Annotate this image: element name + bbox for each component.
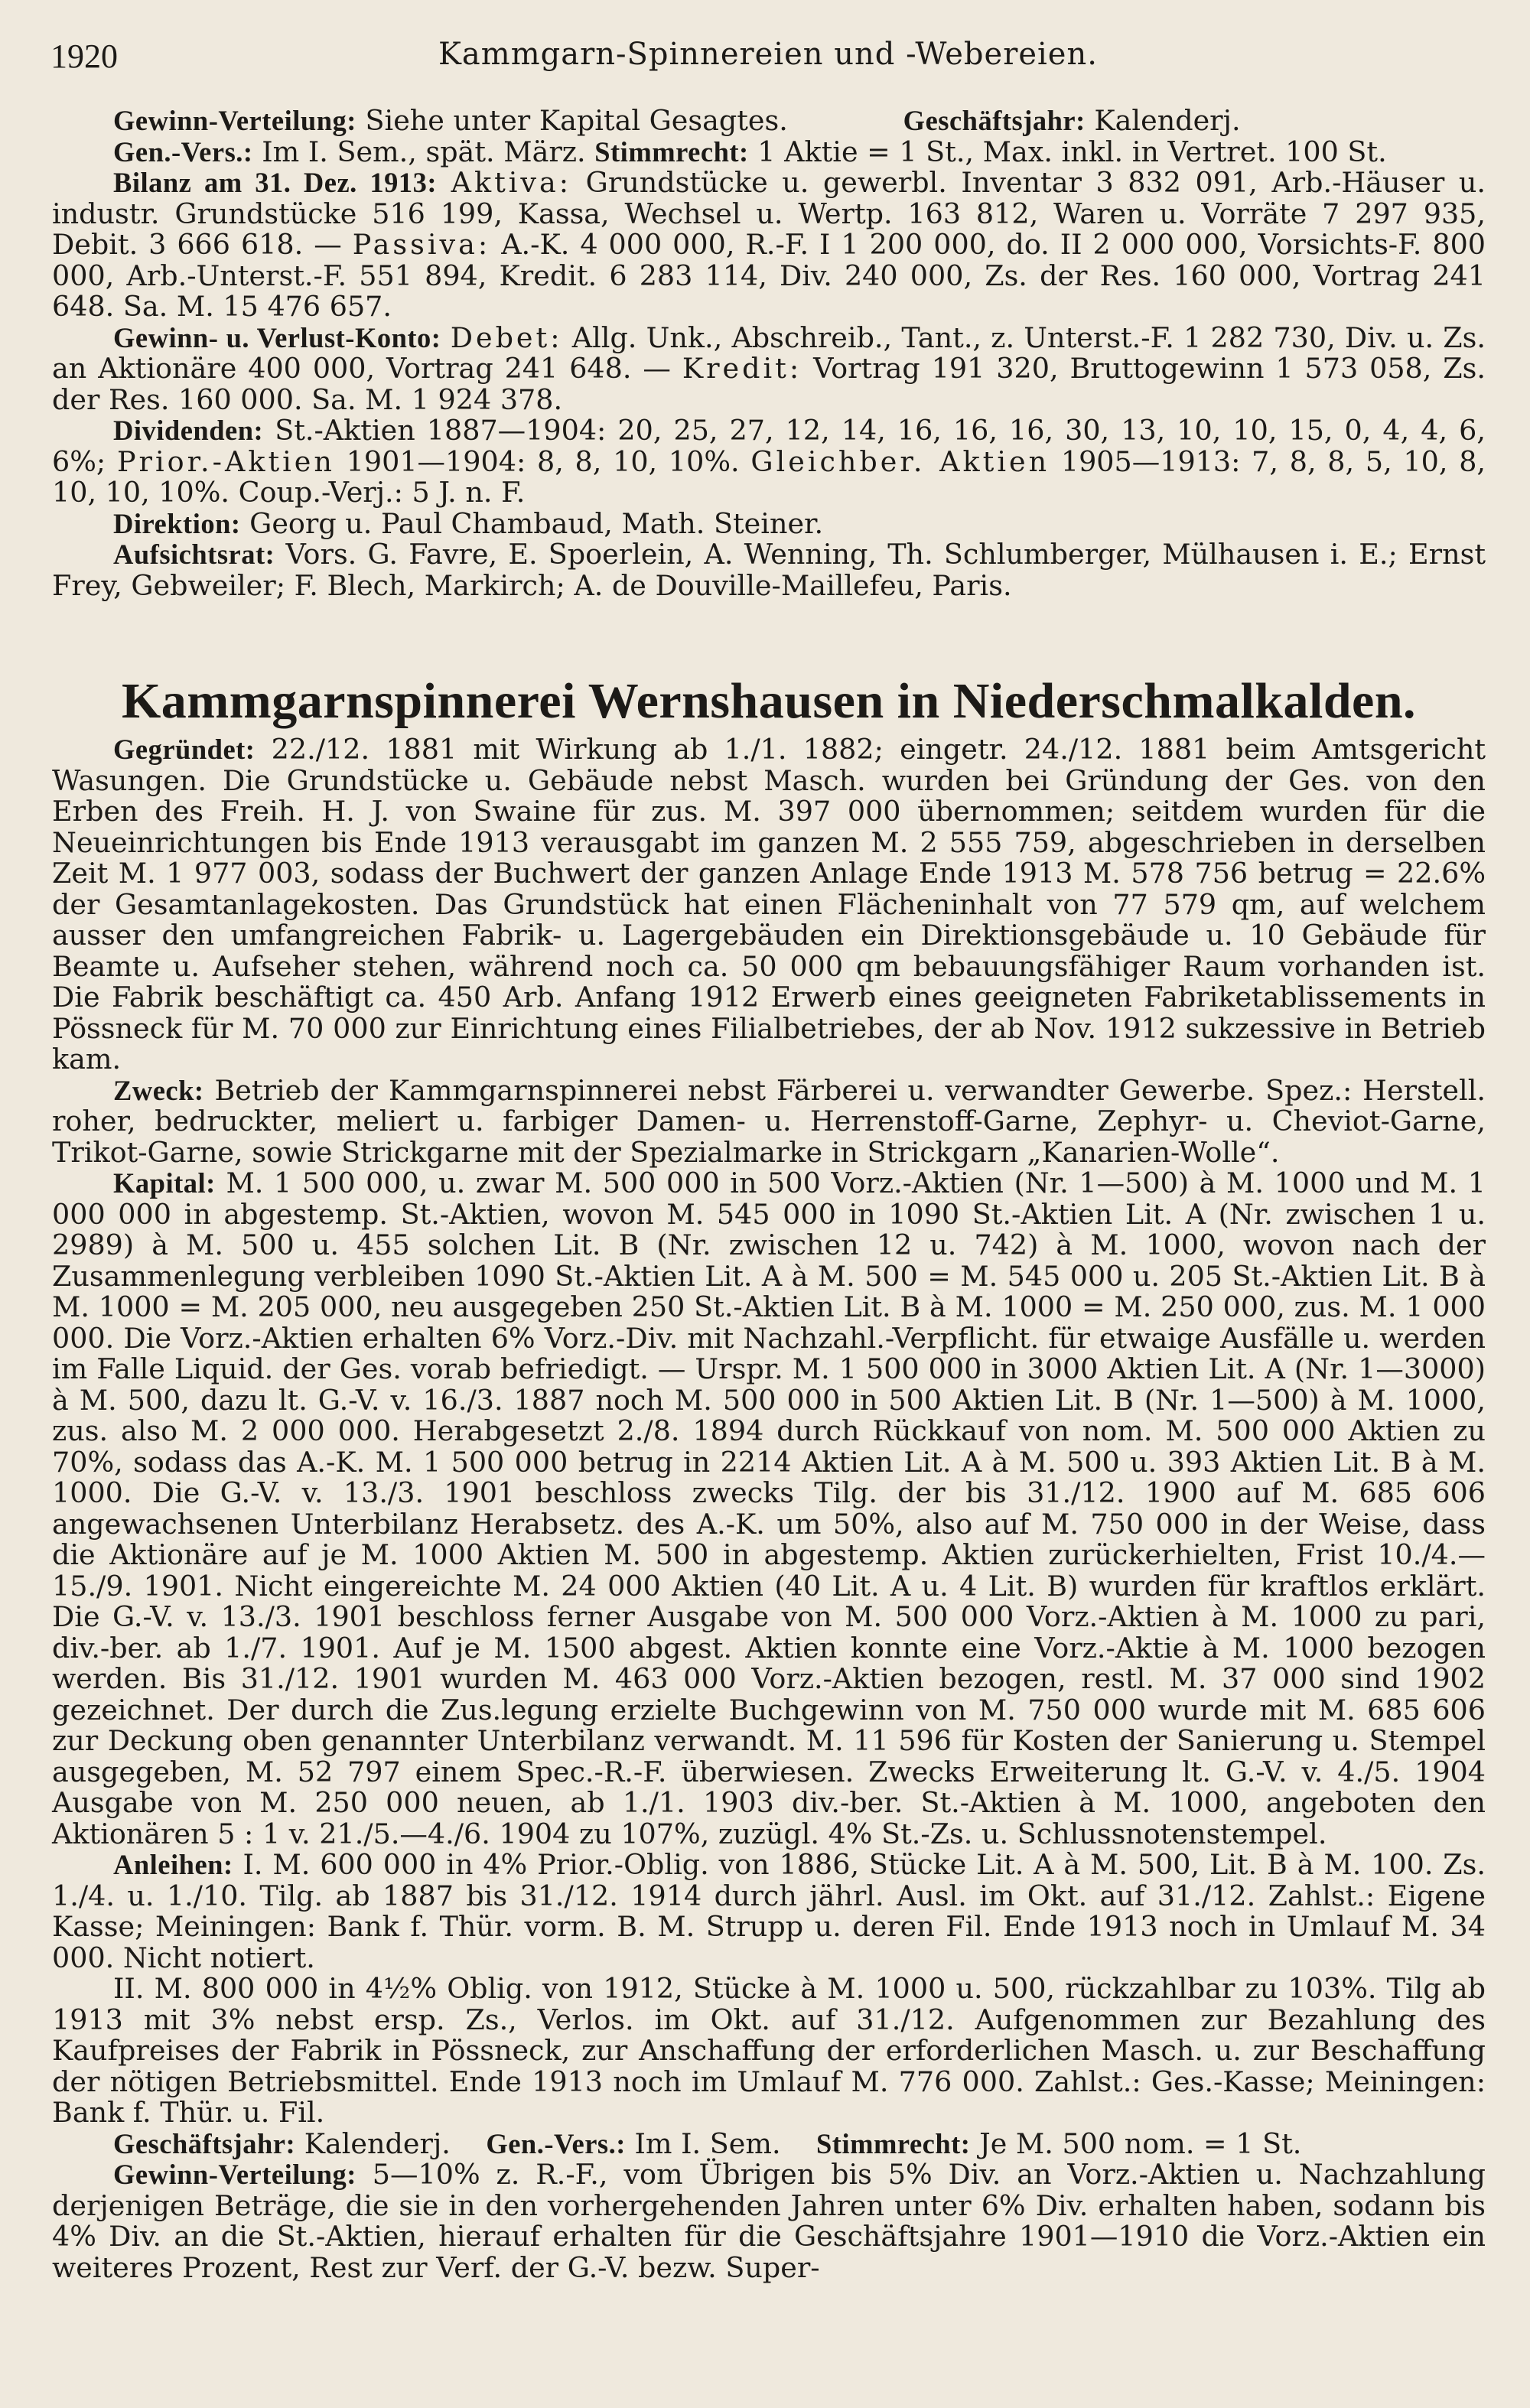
prev-dividenden [52,415,1486,509]
value: M. 1 500 000, u. zwar M. 500 000 in 500 Vorz.-Aktien (Nr. 1—500) à M. 1000 und M. 1 000 000 in abgestemp. St.-Aktien, wovon M. 545 000 in 1090 St.-Aktien Lit. A (Nr. zwischen 1 u. 2989) à M. 500 u. 455 solchen Lit. B (Nr. zwischen 12 u. 742) à M. 1000, wovon nach der Zusammenlegung verbleiben 1090 St.-Aktien Lit. A à M. 500 = M. 545 000 u. 205 St.-Aktien Lit. B à M. 1000 = M. 205 000, neu ausgegeben 250 St.-Aktien Lit. B à M. 1000 = M. 250 000, zus. M. 1 000 000. Die Vorz.-Aktien erhalten 6% Vorz.-Div. mit Nachzahl.-Verpflicht. für etwaige Ausfälle u. werden im Falle Liquid. der Ges. vorab befriedigt. — Urspr. M. 1 500 000 in 3000 Aktien Lit. A (Nr. 1—3000) à M. 500, dazu lt. G.-V. v. 16./3. 1887 noch M. 500 000 in 500 Aktien Lit. B (Nr. 1—500) à M. 1000, zus. also M. 2 000 000. Herabgesetzt 2./8. 1894 durch Rückkauf von nom. M. 500 000 Aktien zu 70%, sodass das A.-K. M. 1 500 000 betrug in 2214 Aktien Lit. A à M. 500 u. 393 Aktien Lit. B à M. 1000. Die G.-V. v. 13./3. 1901 beschloss zwecks Tilg. der bis 31./12. 1900 auf M. 685 606 angewachsenen Unterbilanz Herabsetz. des A.-K. um 50%, also auf M. 750 000 in der Weise, dass die Aktionäre auf je M. 1000 Aktien M. 500 in abgestemp. Aktien zurückerhielten, Frist 10./4.—15./9. 1901. Nicht eingereichte M. 24 000 Aktien (40 Lit. A u. 4 Lit. B) wurden für kraftlos erklärt. Die G.-V. v. 13./3. 1901 beschloss ferner Ausgabe von M. 500 000 Vorz.-Aktien à M. 1000 zu pari, div.-ber. ab 1./7. 1901. Auf je M. 1500 abgest. Aktien konnte eine Vorz.-Aktie à M. 1000 bezogen werden. Bis 31./12. 1901 wurden M. 463 000 Vorz.-Aktien bezogen, restl. M. 37 000 sind 1902 gezeichnet. Der durch die Zus.legung erzielte Buchgewinn von M. 750 000 wurde mit M. 685 606 zur Deckung oben genannter Unterbilanz verwandt. M. 11 596 für Kosten der Sanierung u. Stempel ausgegeben, M. 52 797 einem Spec.-R.-F. überwiesen. Zwecks Erweiterung lt. G.-V. v. 4./5. 1904 Ausgabe von M. 250 000 neuen, ab 1./1. 1903 div.-ber. St.-Aktien à M. 1000, angeboten den Aktionären 5 : 1 v. 21./5.—4./6. 1904 zu 107%, zuzügl. 4% St.-Zs. u. Schlussnotenstempel. [52,1167,1486,1850]
label: Gewinn-Verteilung: [113,105,356,136]
value: II. M. 800 000 in 4½% Oblig. von 1912, Stücke à M. 1000 u. 500, rückzahlbar zu 103%. Tilg ab 1913 mit 3% nebst ersp. Zs., Verlos. im Okt. auf 31./12. Aufgenommen zur Bezahlung des Kaufpreises der Fabrik in Pössneck, zur Anschaffung der erforderlichen Masch. u. zur Beschaffung der nötigen Betriebsmittel. Ende 1913 noch im Umlauf M. 776 000. Zahlst.: Ges.-Kasse; Meiningen: Bank f. Thür. u. Fil. [52,1972,1486,2129]
label: Gleichber. Aktien [750,444,1050,478]
label: Gewinn-Verteilung: [113,2159,356,2190]
label: Kapital: [113,1167,216,1199]
label: Gen.-Vers.: [113,135,253,168]
prev-aufsichtsrat [52,539,1486,601]
value: Im I. Sem., spät. März. [262,135,586,168]
value: Je M. 500 nom. = 1 St. [979,2127,1302,2160]
zweck-paragraph [52,1075,1486,1169]
label: Geschäftsjahr: [903,105,1086,136]
value: Betrieb der Kammgarnspinnerei nebst Färberei u. verwandter Gewerbe. Spez.: Herstell. roher, bedruckter, meliert u. farbiger Damen- u. Herrenstoff-Garne, Zephyr- u. Cheviot-Garne, Trikot-Garne, sowie Strickgarne mit der Spezialmarke in Strickgarn „Kanarien-Wolle“. [52,1073,1486,1169]
previous-company-section [52,106,1486,601]
label: Dividenden: [113,415,264,446]
label: Anleihen: [113,1849,233,1880]
value: A.-K. 4 000 000, R.-F. I 1 200 000, do. II 2 000 000, Vorsichts-F. 800 000, Arb.-Unterst.-F. 551 894, Kredit. 6 283 114, Div. 240 000, Zs. der Res. 160 000, Vortrag 241 648. Sa. M. 15 476 657. [52,228,1486,323]
value: Kalenderj. [1094,104,1241,137]
label: Gegründet: [113,734,256,765]
value: Kalenderj. [304,2127,451,2160]
value: I. M. 600 000 in 4% Prior.-Oblig. von 1886, Stücke Lit. A à M. 500, Lit. B à M. 100. Zs. 1./4. u. 1./10. Tilg. ab 1887 bis 31./12. 1914 durch jährl. Ausl. im Okt. auf 31./12. Zahlst.: Eigene Kasse; Meiningen: Bank f. Thür. vorm. B. M. Strupp u. deren Fil. Ende 1913 noch in Umlauf M. 34 000. Nicht notiert. [52,1848,1486,1974]
prev-direktion [52,506,1486,540]
prev-bilanz [52,168,1486,323]
gegruendet-paragraph [52,734,1486,1075]
label: Passiva: [352,228,491,261]
label: Stimmrecht: [594,135,749,168]
value: Georg u. Paul Chambaud, Math. Steiner. [249,506,824,540]
prev-gewinn-verlust-konto [52,323,1486,416]
prev-gewinn-verteilung-line [52,106,1486,137]
value: Siehe unter Kapital Gesagtes. [365,104,788,137]
label: Kredit: [682,352,802,385]
label: Aktiva: [451,166,572,199]
label: Bilanz am 31. Dez. 1913: [113,167,438,198]
gewinn-verteilung-paragraph [52,2159,1486,2283]
page-header [50,37,1486,83]
label: Zweck: [113,1074,204,1106]
kapital-paragraph [52,1168,1486,1850]
value: St.-Aktien 1887—1904: 20, 25, 27, 12, 14, 16, 16, 16, 30, 13, 10, 10, 15, 0, 4, 4, 6, 6%; [52,414,1486,478]
running-head: Kammgarn-Spinnereien und -Webereien. [438,37,1098,72]
value: Vors. G. Favre, E. Spoerlein, A. Wenning, Th. Schlumberger, Mülhausen i. E.; Ernst Frey, Gebweiler; F. Blech, Markirch; A. de Douville-Maillefeu, Paris. [52,538,1486,602]
value: 22./12. 1881 mit Wirkung ab 1./1. 1882; eingetr. 24./12. 1881 beim Amtsgericht Wasungen. Die Grundstücke u. Gebäude nebst Masch. wurden bei Gründung der Ges. von den Erben des Freih. H. J. von Swaine für zus. M. 397 000 übernommen; seitdem wurden für die Neueinrichtungen bis Ende 1913 verausgabt im ganzen M. 2 555 759, abgeschrieben in derselben Zeit M. 1 977 003, sodass der Buchwert der ganzen Anlage Ende 1913 M. 578 756 betrug = 22.6% der Gesamtanlagekosten. Das Grundstück hat einen Flächeninhalt von 77 579 qm, auf welchem ausser den umfangreichen Fabrik- u. Lagergebäuden ein Direktionsgebäude u. 10 Gebäude für Beamte u. Aufseher stehen, während noch ca. 50 000 qm bebauungsfähiger Raum vorhanden ist. Die Fabrik beschäftigt ca. 450 Arb. Anfang 1912 Erwerb eines geeigneten Fabriketablissements in Pössneck für M. 70 000 zur Einrichtung eines Filialbetriebes, der ab Nov. 1912 sukzessive in Betrieb kam. [52,733,1486,1075]
label: Prior.-Aktien [116,444,335,478]
company-title: Kammgarnspinnerei Wernshausen in Niederschmalkalden. [121,673,1417,729]
label: Gewinn- u. Verlust-Konto: [113,321,441,353]
label: Gen.-Vers.: [486,2127,626,2159]
value: Grundstücke u. gewerbl. Inventar 3 832 091, Arb.-Häuser u. industr. Grundstücke 516 199, Kassa, Wechsel u. Wertp. 163 812, Waren u. Vorräte 7 297 935, Debit. 3 666 618. — [52,166,1486,261]
geschaeftsjahr-line [52,2129,1486,2160]
label: Debet: [450,321,563,354]
anleihe-ii-paragraph [52,1974,1486,2129]
value: 1901—1904: 8, 8, 10, 10%. [346,444,740,478]
company-section [52,650,1486,2283]
value: Im I. Sem. [634,2127,781,2160]
label: Stimmrecht: [816,2127,971,2159]
value: Allg. Unk., Abschreib., Tant., z. Unterst.-F. 1 282 730, Div. u. Zs. an Aktionäre 400 000, Vortrag 241 648. — [52,321,1486,385]
anleihen-paragraph [52,1850,1486,1974]
label: Aufsichtsrat: [113,539,275,570]
label: Direktion: [113,507,241,539]
value: 1905—1913: 7, 8, 8, 5, 10, 8, 10, 10, 10%. Coup.-Verj.: 5 J. n. F. [52,444,1486,509]
value: Vortrag 191 320, Bruttogewinn 1 573 058, Zs. der Res. 160 000. Sa. M. 1 924 378. [52,352,1486,416]
value: 5—10% z. R.-F., vom Übrigen bis 5% Div. an Vorz.-Aktien u. Nachzahlung derjenigen Beträge, die sie in den vorhergehenden Jahren unter 6% Div. erhalten haben, sodann bis 4% Div. an die St.-Aktien, hierauf erhalten für die Geschäftsjahre 1901—1910 die Vorz.-Aktien ein weiteres Prozent, Rest zur Verf. der G.-V. bezw. Super- [52,2158,1486,2284]
prev-genvers-line [52,137,1486,168]
label: Geschäftsjahr: [113,2127,296,2159]
value: 1 Aktie = 1 St., Max. inkl. in Vertret. 100 St. [757,135,1387,168]
page-number: 1920 [50,37,118,75]
